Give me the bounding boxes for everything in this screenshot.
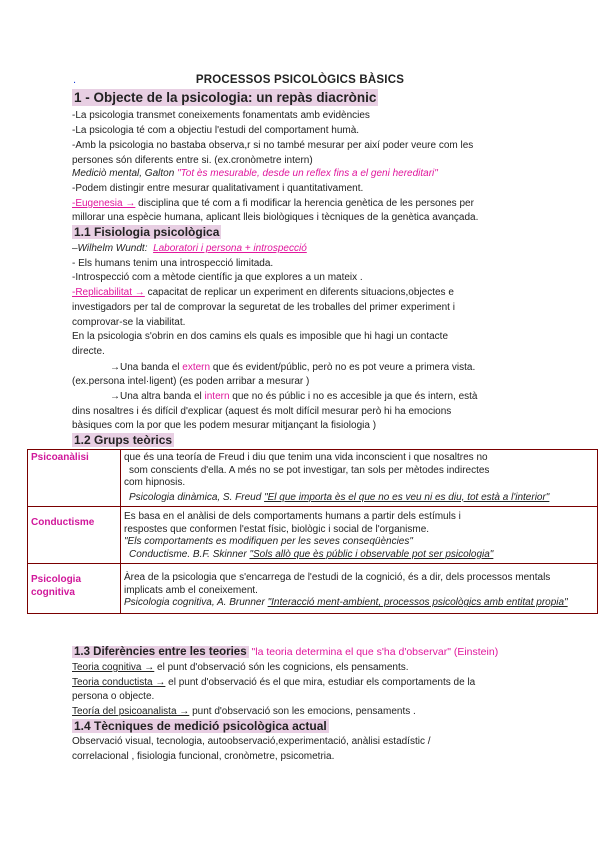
replicabilitat-definition: capacitat de replicar un experiment en diferents situacions,objectes e <box>144 287 454 298</box>
theory-term: Teoria conductista → <box>72 677 166 688</box>
eugenesia-line <box>72 197 474 210</box>
extern-suffix: que és evident/públic, però no es pot veure a primera vista. <box>210 362 476 373</box>
theory-item <box>72 690 154 703</box>
theory-text: persona o objecte. <box>72 691 155 702</box>
theory-text: el punt d'observació és el que mira, estudiar els comportaments de la <box>165 677 476 688</box>
extern-prefix: →Una banda el <box>110 362 183 373</box>
intern-prefix: →Una altra banda el <box>110 391 205 402</box>
text-line: -Introspecció com a mètode científic ja que explores a un mateix . <box>72 272 363 283</box>
group-label-psicologia-cognitiva: Psicologia cognitiva <box>28 564 121 614</box>
wundt-link: Laboratori i persona + introspecció <box>153 243 307 254</box>
text-line: millorar una espècie humana, aplicant lleis biològiques i tècniques de la genètica avançada. <box>72 212 479 223</box>
galton-quote: "Tot ès mesurable, desde un reflex fins a el geni hereditari" <box>177 168 438 179</box>
intern-line <box>110 390 477 403</box>
intern-word: intern <box>204 391 230 402</box>
theory-term: Teoria cognitiva → <box>72 662 155 673</box>
theory-item <box>72 661 409 674</box>
description-line: Àrea de la psicologia que s'encarrega de l'estudi de la cognició, és a dir, dels processos mentals <box>124 572 551 583</box>
eugenesia-definition: disciplina que té com a fi modificar la herencia genètica de les persones per <box>135 198 474 209</box>
description-line: respostes que conformen l'estat físic, biològic i social de l'organisme. <box>124 523 430 535</box>
galton-line <box>72 167 438 180</box>
citation-quote: "Sols allò que ès públic i observable pot ser psicologia" <box>249 548 494 560</box>
theory-item <box>72 705 416 718</box>
description-quote: "Els comportaments es modifiquen per les seves conseqüències" <box>124 536 413 547</box>
theory-item <box>72 676 475 689</box>
wundt-label: –Wilhelm Wundt: <box>72 243 148 254</box>
citation-author: Psicologia cognitiva, A. Brunner <box>124 597 268 608</box>
group-description <box>121 507 598 564</box>
text-line: persones són diferents entre si. (ex.cronòmetre intern) <box>72 155 313 166</box>
text-line: - Els humans tenim una introspecció limitada. <box>72 258 274 269</box>
section-1-2-heading: 1.2 Grups teòrics <box>74 433 173 447</box>
eugenesia-term: -Eugenesia → <box>72 198 136 209</box>
theory-term: Teoría del psicoanalista → <box>72 706 190 717</box>
text-line: -Podem distingir entre mesurar qualitativament i quantitativament. <box>72 183 364 194</box>
citation-author: Psicologia dinàmica, S. Freud <box>129 491 265 503</box>
text-line: -La psicologia transmet coneixements fonamentats amb evidències <box>72 110 370 121</box>
text-line: comprovar-se la viabilitat. <box>72 317 186 328</box>
table-row <box>28 450 598 507</box>
text-line: En la psicologia s'obrin en dos camins els quals es imposible que hi hagi un contacte <box>72 331 449 342</box>
theory-text: el punt d'observació són les cognicions, els pensaments. <box>154 662 409 673</box>
group-label-conductisme: Conductisme <box>28 507 121 564</box>
text-line: -La psicologia té com a objectiu l'estudi del comportament humà. <box>72 125 360 136</box>
theory-text: punt d'observació son les emocions, pensaments . <box>189 706 416 717</box>
text-line: Observació visual, tecnologia, autoobservació,experimentació, anàlisi estadístic / <box>72 736 431 747</box>
description-line: implicats amb el coneixement. <box>124 584 258 596</box>
section-1-3-line <box>72 645 498 659</box>
replicabilitat-term: -Replicabilitat → <box>72 287 145 298</box>
wundt-line <box>72 242 307 255</box>
citation-quote: "El que importa ès el que no es veu ni es diu, tot està a l'interior" <box>264 491 550 503</box>
description-line: Es basa en el anàlisi de dels comportaments humans a partir dels estímuls i <box>124 511 461 522</box>
text-line: (ex.persona intel·ligent) (es poden arribar a mesurar ) <box>72 376 310 387</box>
text-line: bàsiques com la por que les podem mesurar mitjançant la fisiologia ) <box>72 420 377 431</box>
galton-label: Mediciò mental, Galton <box>72 168 178 179</box>
citation-line <box>124 549 594 562</box>
section-1-3-heading: 1.3 Diferències entre les teories <box>74 646 247 658</box>
text-line: -Amb la psicologia no bastaba observa,r si no també mesurar per així poder veure com les <box>72 140 474 151</box>
section-1-4-heading: 1.4 Tècniques de medició psicològica actual <box>74 719 327 733</box>
section-1-heading: 1 - Objecte de la psicologia: un repàs diacrònic <box>74 90 377 105</box>
citation-quote: "Interacció ment-ambient, processos psicològics amb entitat propia" <box>267 597 568 608</box>
text-line: correlacional , fisiologia funcional, cronòmetre, psicometria. <box>72 751 335 762</box>
citation-line <box>124 597 594 610</box>
description-line: som conscients d'ella. A més no se pot investigar, tan sols per mètodes indirectes <box>129 464 490 476</box>
document-title: PROCESSOS PSICOLÒGICS BÀSICS <box>195 74 405 86</box>
description-line: com hipnosis. <box>124 477 186 488</box>
table-row <box>28 507 598 564</box>
text-line: dins nosaltres i és difícil d'explicar (aquest és molt difícil mesurar però hi ha emocions <box>72 406 452 417</box>
table-row <box>28 564 598 614</box>
einstein-quote: "la teoria determina el que s'ha d'observar" (Einstein) <box>248 646 499 658</box>
description-line: que és una teoría de Freud i diu que tenim una vida inconscient i que nosaltres no <box>124 452 488 463</box>
group-label-psicoanalisi: Psicoanàlisi <box>28 450 121 507</box>
section-1-1-heading: 1.1 Fisiologia psicològica <box>74 225 220 239</box>
text-line: investigadors per tal de comprovar la seguretat de les troballes del primer experiment i <box>72 302 455 313</box>
extern-line <box>110 361 475 374</box>
extern-word: extern <box>182 362 211 373</box>
theory-groups-table <box>27 449 598 614</box>
citation-line <box>124 492 594 505</box>
text-line: directe. <box>72 346 105 357</box>
replicabilitat-line <box>72 286 454 299</box>
intern-suffix: que no és públic i no es accesible ja que és intern, està <box>229 391 478 402</box>
citation-author: Conductisme. B.F. Skinner <box>129 548 250 560</box>
group-description <box>121 450 598 507</box>
group-description <box>121 564 598 614</box>
bullet-mark: . <box>73 74 77 86</box>
